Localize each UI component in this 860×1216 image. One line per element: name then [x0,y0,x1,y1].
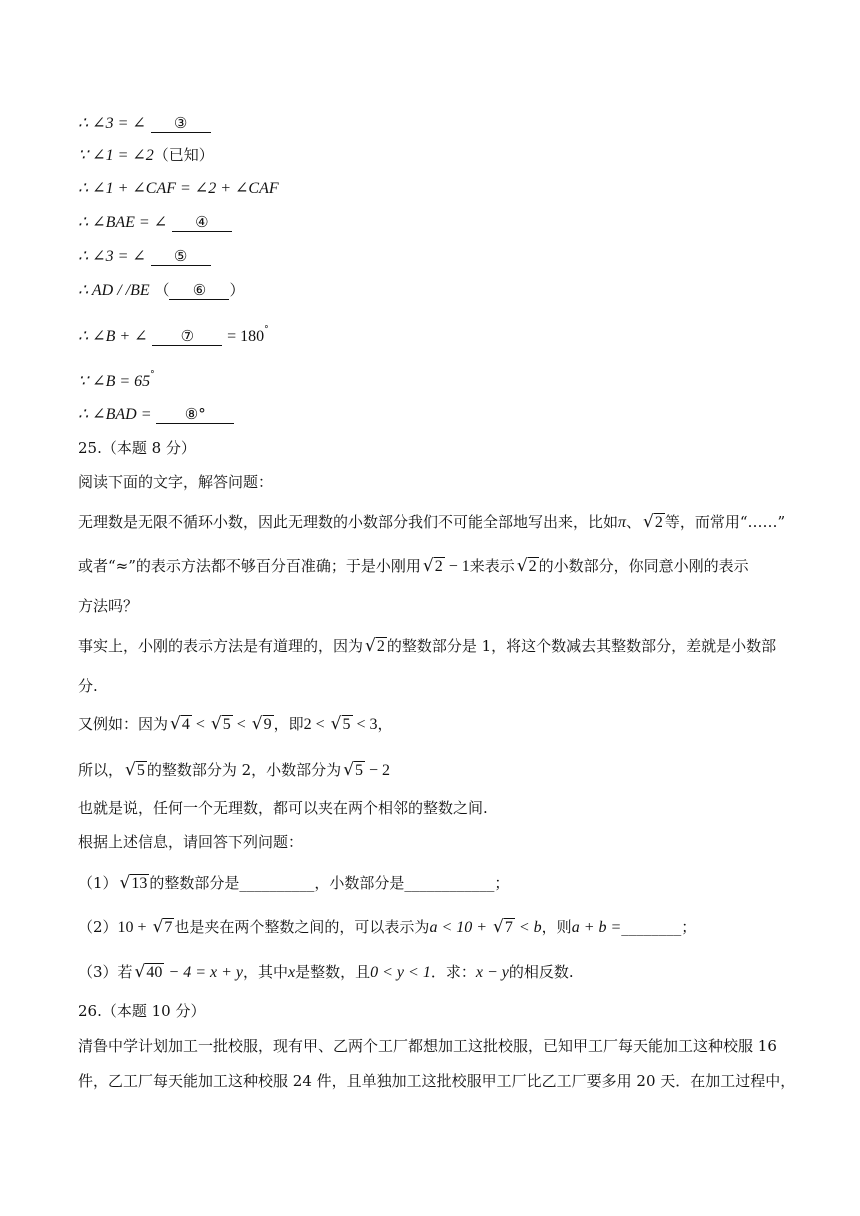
sqrt-40: √40 [134,962,163,982]
text: ，其中 [242,963,288,981]
blank-3: ③ [151,115,211,133]
q25-para-5: 分. [78,677,98,695]
text: < b [514,919,542,936]
text: ，即 [273,715,304,733]
text: 的整数部分为 2，小数部分为 [146,761,342,779]
text: 0 < y < 1 [370,964,431,981]
proof-line-8 [78,365,155,392]
q25-heading: 25.（本题 8 分） [78,439,196,457]
text: 2 < [303,716,329,733]
text: x − y [475,964,509,981]
proof-text: ∴ AD / /BE [78,282,150,299]
degree-mark: ° [264,325,269,335]
q25-intro: 阅读下面的文字，解答问题： [78,473,274,491]
text: < [191,716,209,733]
text: 事实上，小刚的表示方法是有道理的，因为 [78,637,364,655]
text: x [288,964,296,981]
text: 无理数是无限不循环小数，因此无理数的小数部分我们不可能全部地写出来，比如 [78,513,619,531]
proof-text: ∵ ∠B = 65 [78,373,151,390]
q25-para-2 [78,556,749,577]
q25-para-1 [78,512,785,533]
text: 是整数，且 [295,963,371,981]
text: 或者“≈”的表示方法都不够百分百准确；于是小刚用 [78,557,421,575]
proof-line-5 [78,246,211,267]
pi-symbol: π [618,514,627,531]
sqrt-2: √2 [516,556,537,576]
q25-para-3: 方法吗？ [78,597,139,615]
text: 所以， [78,761,124,779]
sqrt-2: √2 [643,512,663,532]
q25-para-7 [78,760,390,781]
text: a < 10 + [429,919,492,936]
degree-mark: ° [150,370,155,380]
proof-line-9 [78,404,234,425]
q25-para-8: 也就是说，任何一个无理数，都可以夹在两个相邻的整数之间. [78,799,488,817]
proof-line-6 [78,280,244,301]
proof-line-4 [78,212,232,233]
q26-heading: 26.（本题 10 分） [78,1002,206,1020]
text: ．求： [430,963,476,981]
proof-text: ∴ ∠3 = ∠ [78,248,146,265]
blank-7: ⑦ [152,328,222,346]
blank-6: ⑥ [169,282,229,300]
proof-line-3 [78,178,279,199]
sqrt-2: √2 [422,556,443,576]
text: 的相反数. [508,963,574,981]
sqrt-2: √2 [365,636,385,656]
text: 又例如：因为 [78,715,169,733]
q26-line-2: 件，乙工厂每天能加工这种校服 24 件，且单独加工这批校服甲工厂比乙工厂要多用 20 天．在加工过程中， [78,1072,796,1090]
proof-text: ∴ ∠3 = ∠ [78,115,146,132]
text: − 1 [444,558,470,575]
proof-text: ∵ ∠1 = ∠2 [78,147,154,164]
proof-text: ∴ ∠B + ∠ [78,328,148,345]
paren-close: ） [229,281,245,299]
text: ，则 [541,918,572,936]
text: − 2 [365,762,391,779]
text: 的整数部分是 1，将这个数减去其整数部分，差就是小数部 [386,637,777,655]
sqrt-4: √4 [170,714,190,734]
text: 、 [626,513,642,531]
q25-sub-3 [78,962,574,983]
text: − 4 = x + y [164,964,243,981]
text: < [232,716,250,733]
sqrt-5: √5 [210,714,231,734]
text: ， [377,715,393,733]
text: 也是夹在两个整数之间的，可以表示为 [174,918,430,936]
text: < 3 [352,716,378,733]
sqrt-13: √13 [119,873,148,893]
proof-text: ∴ ∠1 + ∠CAF = ∠2 + ∠CAF [78,180,279,197]
blank-5: ⑤ [151,248,211,266]
blank-4: ④ [172,214,232,232]
text: 等，而常用“……” [664,513,786,531]
q25-para-6 [78,714,393,735]
proof-line-1 [78,113,211,134]
text: a + b = [571,919,622,936]
q25-para-9: 根据上述信息，请回答下列问题： [78,833,304,851]
text: （3）若 [78,963,133,981]
text: ________； [621,918,697,936]
q25-para-4 [78,636,776,657]
text: （2） [78,918,118,936]
proof-line-2 [78,145,214,166]
text: 的小数部分，你同意小刚的表示 [538,557,749,575]
paren-open: （ [154,281,170,299]
sqrt-7: √7 [493,917,513,937]
proof-line-7 [78,320,269,347]
proof-text: ∴ ∠BAE = ∠ [78,214,168,231]
sqrt-5: √5 [343,760,364,780]
proof-reason: （已知） [153,146,214,164]
q25-sub-2 [78,917,696,938]
text: 来表示 [469,557,515,575]
text: （1） [78,874,118,892]
q25-sub-1 [78,873,509,894]
proof-text: = 180 [227,328,265,345]
sqrt-7: √7 [152,917,173,937]
text: 10 + [117,919,151,936]
proof-text: ∴ ∠BAD = [78,406,152,423]
q26-line-1: 清鲁中学计划加工一批校服，现有甲、乙两个工厂都想加工这批校服，已知甲工厂每天能加工这种校服 16 [78,1037,777,1055]
sqrt-5: √5 [125,760,145,780]
text: 的整数部分是__________，小数部分是____________； [149,874,510,892]
sqrt-9: √9 [251,714,272,734]
blank-8: ⑧° [156,406,234,424]
sqrt-5: √5 [330,714,351,734]
